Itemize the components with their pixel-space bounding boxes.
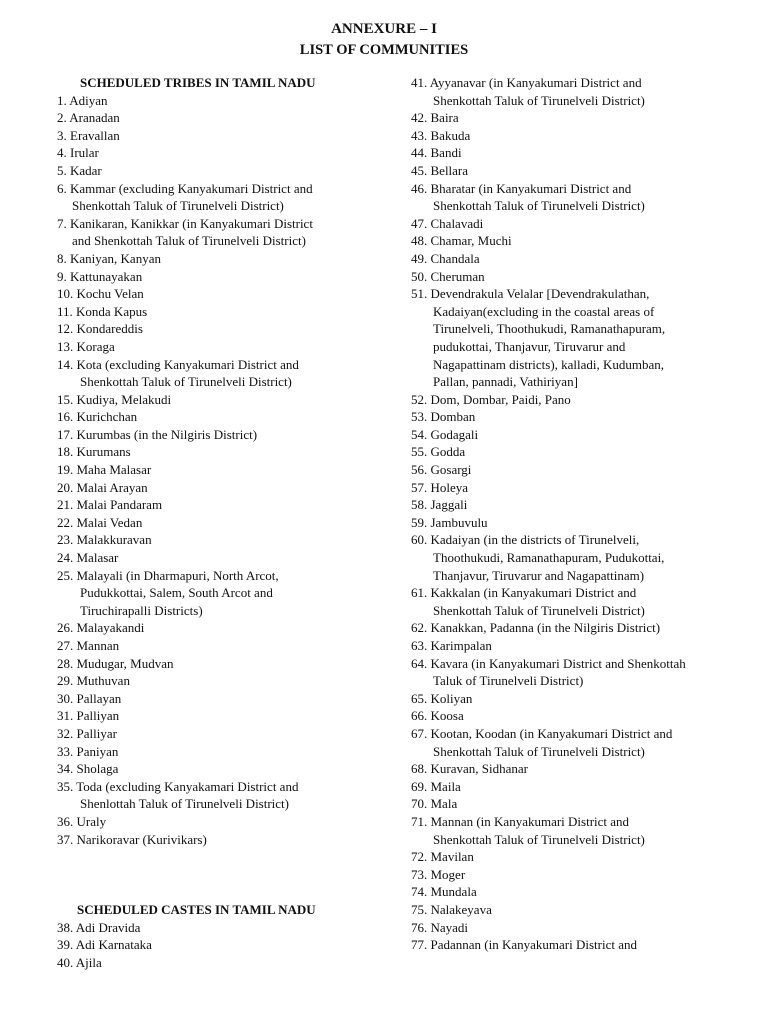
list-item — [411, 232, 751, 250]
list-item — [411, 795, 751, 813]
list-item-continuation: Tirunelveli, Thoothukudi, Ramanathapuram, — [433, 321, 666, 337]
list-item — [411, 144, 751, 162]
list-item-text: 35. Toda (excluding Kanyakamari District and — [57, 778, 299, 794]
list-item — [57, 813, 392, 831]
list-item — [57, 109, 392, 127]
list-item-text: 11. Konda Kapus — [57, 303, 148, 319]
list-item-text: 52. Dom, Dombar, Paidi, Pano — [411, 391, 571, 407]
list-item-text: 74. Mundala — [411, 884, 477, 900]
list-item-text: 66. Koosa — [411, 708, 464, 724]
list-item — [57, 496, 392, 514]
list-item — [57, 162, 392, 180]
list-item-text: 57. Holeya — [411, 479, 469, 495]
list-item-text: 25. Malayali (in Dharmapuri, North Arcot, — [57, 567, 279, 583]
list-item — [411, 883, 751, 901]
list-item — [411, 496, 751, 514]
list-item — [411, 707, 751, 725]
list-item-text: 71. Mannan (in Kanyakumari District and — [411, 813, 630, 829]
list-item-text: 31. Palliyan — [57, 708, 120, 724]
list-item — [411, 637, 751, 655]
list-item-text: 32. Palliyar — [57, 725, 117, 741]
list-item — [57, 443, 392, 461]
list-item — [411, 584, 751, 619]
list-item — [411, 268, 751, 286]
list-item-text: 60. Kadaiyan (in the districts of Tirunelveli, — [411, 532, 640, 548]
list-item — [411, 162, 751, 180]
list-item-continuation: Shenkottah Taluk of Tirunelveli District) — [433, 92, 645, 108]
list-item-text: 39. Adi Karnataka — [57, 937, 152, 953]
list-item — [57, 408, 392, 426]
right-column — [411, 74, 751, 954]
list-item — [57, 778, 392, 813]
list-item-text: 50. Cheruman — [411, 268, 485, 284]
list-item — [411, 250, 751, 268]
list-item — [411, 391, 751, 409]
list-item-continuation: Taluk of Tirunelveli District) — [433, 673, 584, 689]
list-item-text: 67. Kootan, Koodan (in Kanyakumari District and — [411, 725, 673, 741]
list-item — [411, 74, 751, 109]
list-item — [411, 479, 751, 497]
list-item-text: 73. Moger — [411, 866, 466, 882]
list-item-continuation: Thoothukudi, Ramanathapuram, Pudukottai, — [433, 550, 665, 566]
list-item — [57, 268, 392, 286]
list-item — [57, 127, 392, 145]
list-item-continuation: Shenkottah Taluk of Tirunelveli District) — [433, 743, 645, 759]
list-item-text: 26. Malayakandi — [57, 620, 145, 636]
list-item — [57, 831, 392, 849]
list-item — [57, 725, 392, 743]
list-item-text: 10. Kochu Velan — [57, 286, 144, 302]
list-item — [57, 760, 392, 778]
list-item-text: 53. Domban — [411, 409, 476, 425]
list-item-text: 34. Sholaga — [57, 761, 119, 777]
list-item-text: 58. Jaggali — [411, 497, 468, 513]
list-item-continuation: Kadaiyan(excluding in the coastal areas of — [433, 303, 655, 319]
list-item-text: 13. Koraga — [57, 338, 115, 354]
list-item — [57, 303, 392, 321]
list-item — [411, 408, 751, 426]
list-item — [57, 619, 392, 637]
list-item — [411, 443, 751, 461]
list-item-text: 30. Pallayan — [57, 690, 122, 706]
list-item — [411, 109, 751, 127]
list-item — [57, 250, 392, 268]
list-item — [411, 725, 751, 760]
list-item — [411, 215, 751, 233]
list-item-text: 41. Ayyanavar (in Kanyakumari District and — [411, 75, 642, 90]
list-item — [57, 461, 392, 479]
list-item-text: 77. Padannan (in Kanyakumari District and — [411, 937, 637, 953]
list-item-text: 16. Kurichchan — [57, 409, 138, 425]
list-item-text: 54. Godagali — [411, 426, 479, 442]
list-item — [57, 549, 392, 567]
annexure-title: ANNEXURE – I — [331, 21, 437, 37]
list-item — [411, 813, 751, 848]
list-item-text: 40. Ajila — [57, 954, 102, 970]
list-item-continuation: and Shenkottah Taluk of Tirunelveli District) — [72, 233, 306, 249]
list-item-text: 1. Adiyan — [57, 92, 108, 108]
list-item — [411, 426, 751, 444]
list-item-text: 24. Malasar — [57, 550, 119, 566]
list-item-text: 6. Kammar (excluding Kanyakumari District and — [57, 180, 313, 196]
list-item — [57, 215, 392, 250]
list-item-continuation: Shenlottah Taluk of Tirunelveli District) — [80, 796, 290, 812]
list-item-text: 12. Kondareddis — [57, 321, 143, 337]
list-item-continuation: Shenkottah Taluk of Tirunelveli District) — [80, 374, 292, 390]
list-item — [411, 919, 751, 937]
list-item-continuation: Thanjavur, Tiruvarur and Nagapattinam) — [433, 567, 645, 583]
list-item-continuation: Shenkottah Taluk of Tirunelveli District) — [72, 198, 284, 214]
list-item-text: 63. Karimpalan — [411, 638, 492, 653]
list-item — [57, 92, 392, 110]
list-item — [411, 848, 751, 866]
list-item — [57, 144, 392, 162]
list-item-text: 15. Kudiya, Melakudi — [57, 391, 172, 407]
list-item-text: 3. Eravallan — [57, 127, 120, 143]
list-item — [57, 567, 392, 620]
list-item — [411, 760, 751, 778]
list-item-text: 64. Kavara (in Kanyakumari District and Shenkottah — [411, 655, 686, 671]
list-item-continuation: Pallan, pannadi, Vathiriyan] — [433, 374, 578, 390]
list-item-text: 33. Paniyan — [57, 743, 119, 759]
list-item-text: 42. Baira — [411, 110, 459, 126]
scheduled-castes-list-left — [57, 919, 392, 972]
list-item — [57, 514, 392, 532]
list-item — [411, 531, 751, 584]
list-item — [57, 531, 392, 549]
list-item — [57, 320, 392, 338]
list-item-text: 5. Kadar — [57, 162, 102, 178]
list-item-text: 55. Godda — [411, 444, 466, 460]
list-item — [57, 426, 392, 444]
list-item-text: 14. Kota (excluding Kanyakumari District and — [57, 356, 299, 372]
list-item — [411, 461, 751, 479]
list-item-text: 70. Mala — [411, 796, 458, 812]
list-item-text: 61. Kakkalan (in Kanyakumari District and — [411, 585, 637, 601]
list-item — [411, 619, 751, 637]
list-item-text: 59. Jambuvulu — [411, 514, 488, 530]
list-item-text: 75. Nalakeyava — [411, 901, 492, 917]
list-item-text: 51. Devendrakula Velalar [Devendrakulathan, — [411, 286, 650, 302]
list-item — [411, 655, 751, 690]
list-item-text: 46. Bharatar (in Kanyakumari District and — [411, 180, 632, 196]
list-item — [57, 672, 392, 690]
list-item-text: 9. Kattunayakan — [57, 268, 143, 284]
scheduled-tribes-list — [57, 92, 392, 849]
list-title: LIST OF COMMUNITIES — [299, 42, 469, 58]
list-item — [57, 391, 392, 409]
list-item-text: 27. Mannan — [57, 638, 120, 653]
list-item-text: 8. Kaniyan, Kanyan — [57, 250, 161, 266]
list-item-text: 76. Nayadi — [411, 919, 469, 935]
list-item-text: 36. Uraly — [57, 813, 107, 829]
list-item — [57, 637, 392, 655]
list-item-continuation: Tiruchirapalli Districts) — [80, 602, 203, 618]
list-item-continuation: Shenkottah Taluk of Tirunelveli District) — [433, 831, 645, 847]
list-item-text: 18. Kurumans — [57, 444, 131, 460]
list-item-continuation: Shenkottah Taluk of Tirunelveli District) — [433, 198, 645, 214]
list-item-text: 21. Malai Pandaram — [57, 497, 163, 513]
list-item — [57, 707, 392, 725]
list-item-text: 56. Gosargi — [411, 462, 472, 478]
list-item-text: 7. Kanikaran, Kanikkar (in Kanyakumari District — [57, 215, 313, 231]
list-item-text: 65. Koliyan — [411, 690, 473, 706]
list-item-continuation: Pudukkottai, Salem, South Arcot and — [80, 585, 273, 601]
list-item-text: 23. Malakkuravan — [57, 532, 152, 548]
list-item — [57, 338, 392, 356]
list-item-text: 37. Narikoravar (Kurivikars) — [57, 831, 207, 847]
section-heading-scheduled-castes: SCHEDULED CASTES IN TAMIL NADU — [77, 901, 316, 917]
section-spacer — [57, 848, 392, 901]
list-item-text: 4. Irular — [57, 145, 99, 161]
list-item — [411, 936, 751, 954]
list-item — [57, 919, 392, 937]
list-item-text: 2. Aranadan — [57, 110, 120, 126]
list-item-text: 48. Chamar, Muchi — [411, 233, 512, 249]
list-item — [57, 285, 392, 303]
list-item-text: 49. Chandala — [411, 250, 480, 266]
list-item-text: 44. Bandi — [411, 145, 462, 161]
list-item-text: 17. Kurumbas (in the Nilgiris District) — [57, 426, 258, 442]
list-item — [57, 655, 392, 673]
list-item-text: 43. Bakuda — [411, 127, 471, 143]
list-item — [411, 127, 751, 145]
list-item-continuation: pudukottai, Thanjavur, Tiruvarur and — [433, 338, 626, 354]
list-item — [411, 901, 751, 919]
list-item — [57, 356, 392, 391]
list-item-text: 69. Maila — [411, 778, 461, 794]
list-item-text: 20. Malai Arayan — [57, 479, 148, 495]
list-item — [411, 778, 751, 796]
list-item — [411, 180, 751, 215]
left-column — [57, 74, 392, 971]
list-item — [57, 690, 392, 708]
list-item-text: 28. Mudugar, Mudvan — [57, 655, 174, 671]
list-item-text: 29. Muthuvan — [57, 673, 130, 689]
list-item — [57, 743, 392, 761]
list-item-text: 72. Mavilan — [411, 849, 474, 865]
list-item-text: 47. Chalavadi — [411, 215, 484, 231]
list-item — [411, 514, 751, 532]
list-item — [411, 285, 751, 391]
list-item-continuation: Nagapattinam districts), kalladi, Kudumban, — [433, 356, 665, 372]
list-item — [57, 936, 392, 954]
list-item — [57, 180, 392, 215]
list-item — [57, 479, 392, 497]
section-heading-scheduled-tribes: SCHEDULED TRIBES IN TAMIL NADU — [80, 75, 316, 90]
list-item-text: 62. Kanakkan, Padanna (in the Nilgiris District) — [411, 620, 661, 636]
list-item-text: 45. Bellara — [411, 162, 469, 178]
scheduled-castes-list-right — [411, 74, 751, 954]
list-item-text: 68. Kuravan, Sidhanar — [411, 761, 528, 777]
list-item — [411, 866, 751, 884]
list-item-text: 19. Maha Malasar — [57, 462, 152, 478]
list-item — [411, 690, 751, 708]
list-item-continuation: Shenkottah Taluk of Tirunelveli District) — [433, 602, 645, 618]
list-item-text: 38. Adi Dravida — [57, 919, 141, 935]
list-item — [57, 954, 392, 972]
list-item-text: 22. Malai Vedan — [57, 514, 143, 530]
